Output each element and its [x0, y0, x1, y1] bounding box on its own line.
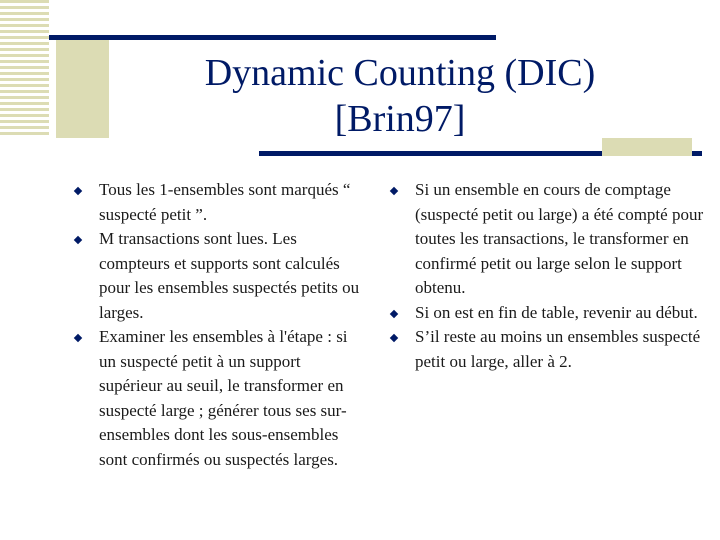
- top-rule: [49, 35, 496, 40]
- left-column: [74, 178, 364, 472]
- title-line-1: Dynamic Counting (DIC): [204, 52, 596, 94]
- left-bullet-list: [74, 178, 364, 472]
- list-item: [74, 325, 364, 472]
- list-item: [390, 301, 710, 326]
- list-item-text: Si on est en fin de table, revenir au début.: [415, 302, 698, 322]
- list-item: [390, 178, 710, 301]
- list-item: [74, 227, 364, 325]
- list-item-text: M transactions sont lues. Les compteurs et supports sont calculés pour les ensembles suspectés petits ou larges.: [99, 229, 360, 322]
- title-line-2: [Brin97]: [334, 98, 466, 140]
- striped-decoration: [0, 0, 49, 137]
- diamond-bullet-icon: [390, 187, 398, 195]
- list-item-text: Tous les 1-ensembles sont marqués “ suspecté petit ”.: [99, 180, 351, 224]
- right-column: [390, 178, 710, 374]
- right-bullet-list: [390, 178, 710, 374]
- diamond-bullet-icon: [390, 310, 398, 318]
- list-item-text: S’il reste au moins un ensembles suspecté petit ou large, aller à 2.: [415, 327, 701, 371]
- slide-title: [130, 50, 670, 142]
- list-item: [390, 325, 710, 374]
- list-item: [74, 178, 364, 227]
- accent-block-top: [56, 38, 109, 138]
- diamond-bullet-icon: [74, 334, 82, 342]
- diamond-bullet-icon: [390, 334, 398, 342]
- list-item-text: Examiner les ensembles à l'étape : si un suspecté petit à un support supérieur au seuil, le transformer en suspecté large ; générer tous ses sur-ensembles dont les sous-ensembles sont confirmés ou suspectés larges.: [99, 327, 348, 469]
- list-item-text: Si un ensemble en cours de comptage (suspecté petit ou large) a été compté pour toutes les transactions, le transformer en confirmé petit ou large selon le support obtenu.: [415, 180, 704, 297]
- diamond-bullet-icon: [74, 236, 82, 244]
- diamond-bullet-icon: [74, 187, 82, 195]
